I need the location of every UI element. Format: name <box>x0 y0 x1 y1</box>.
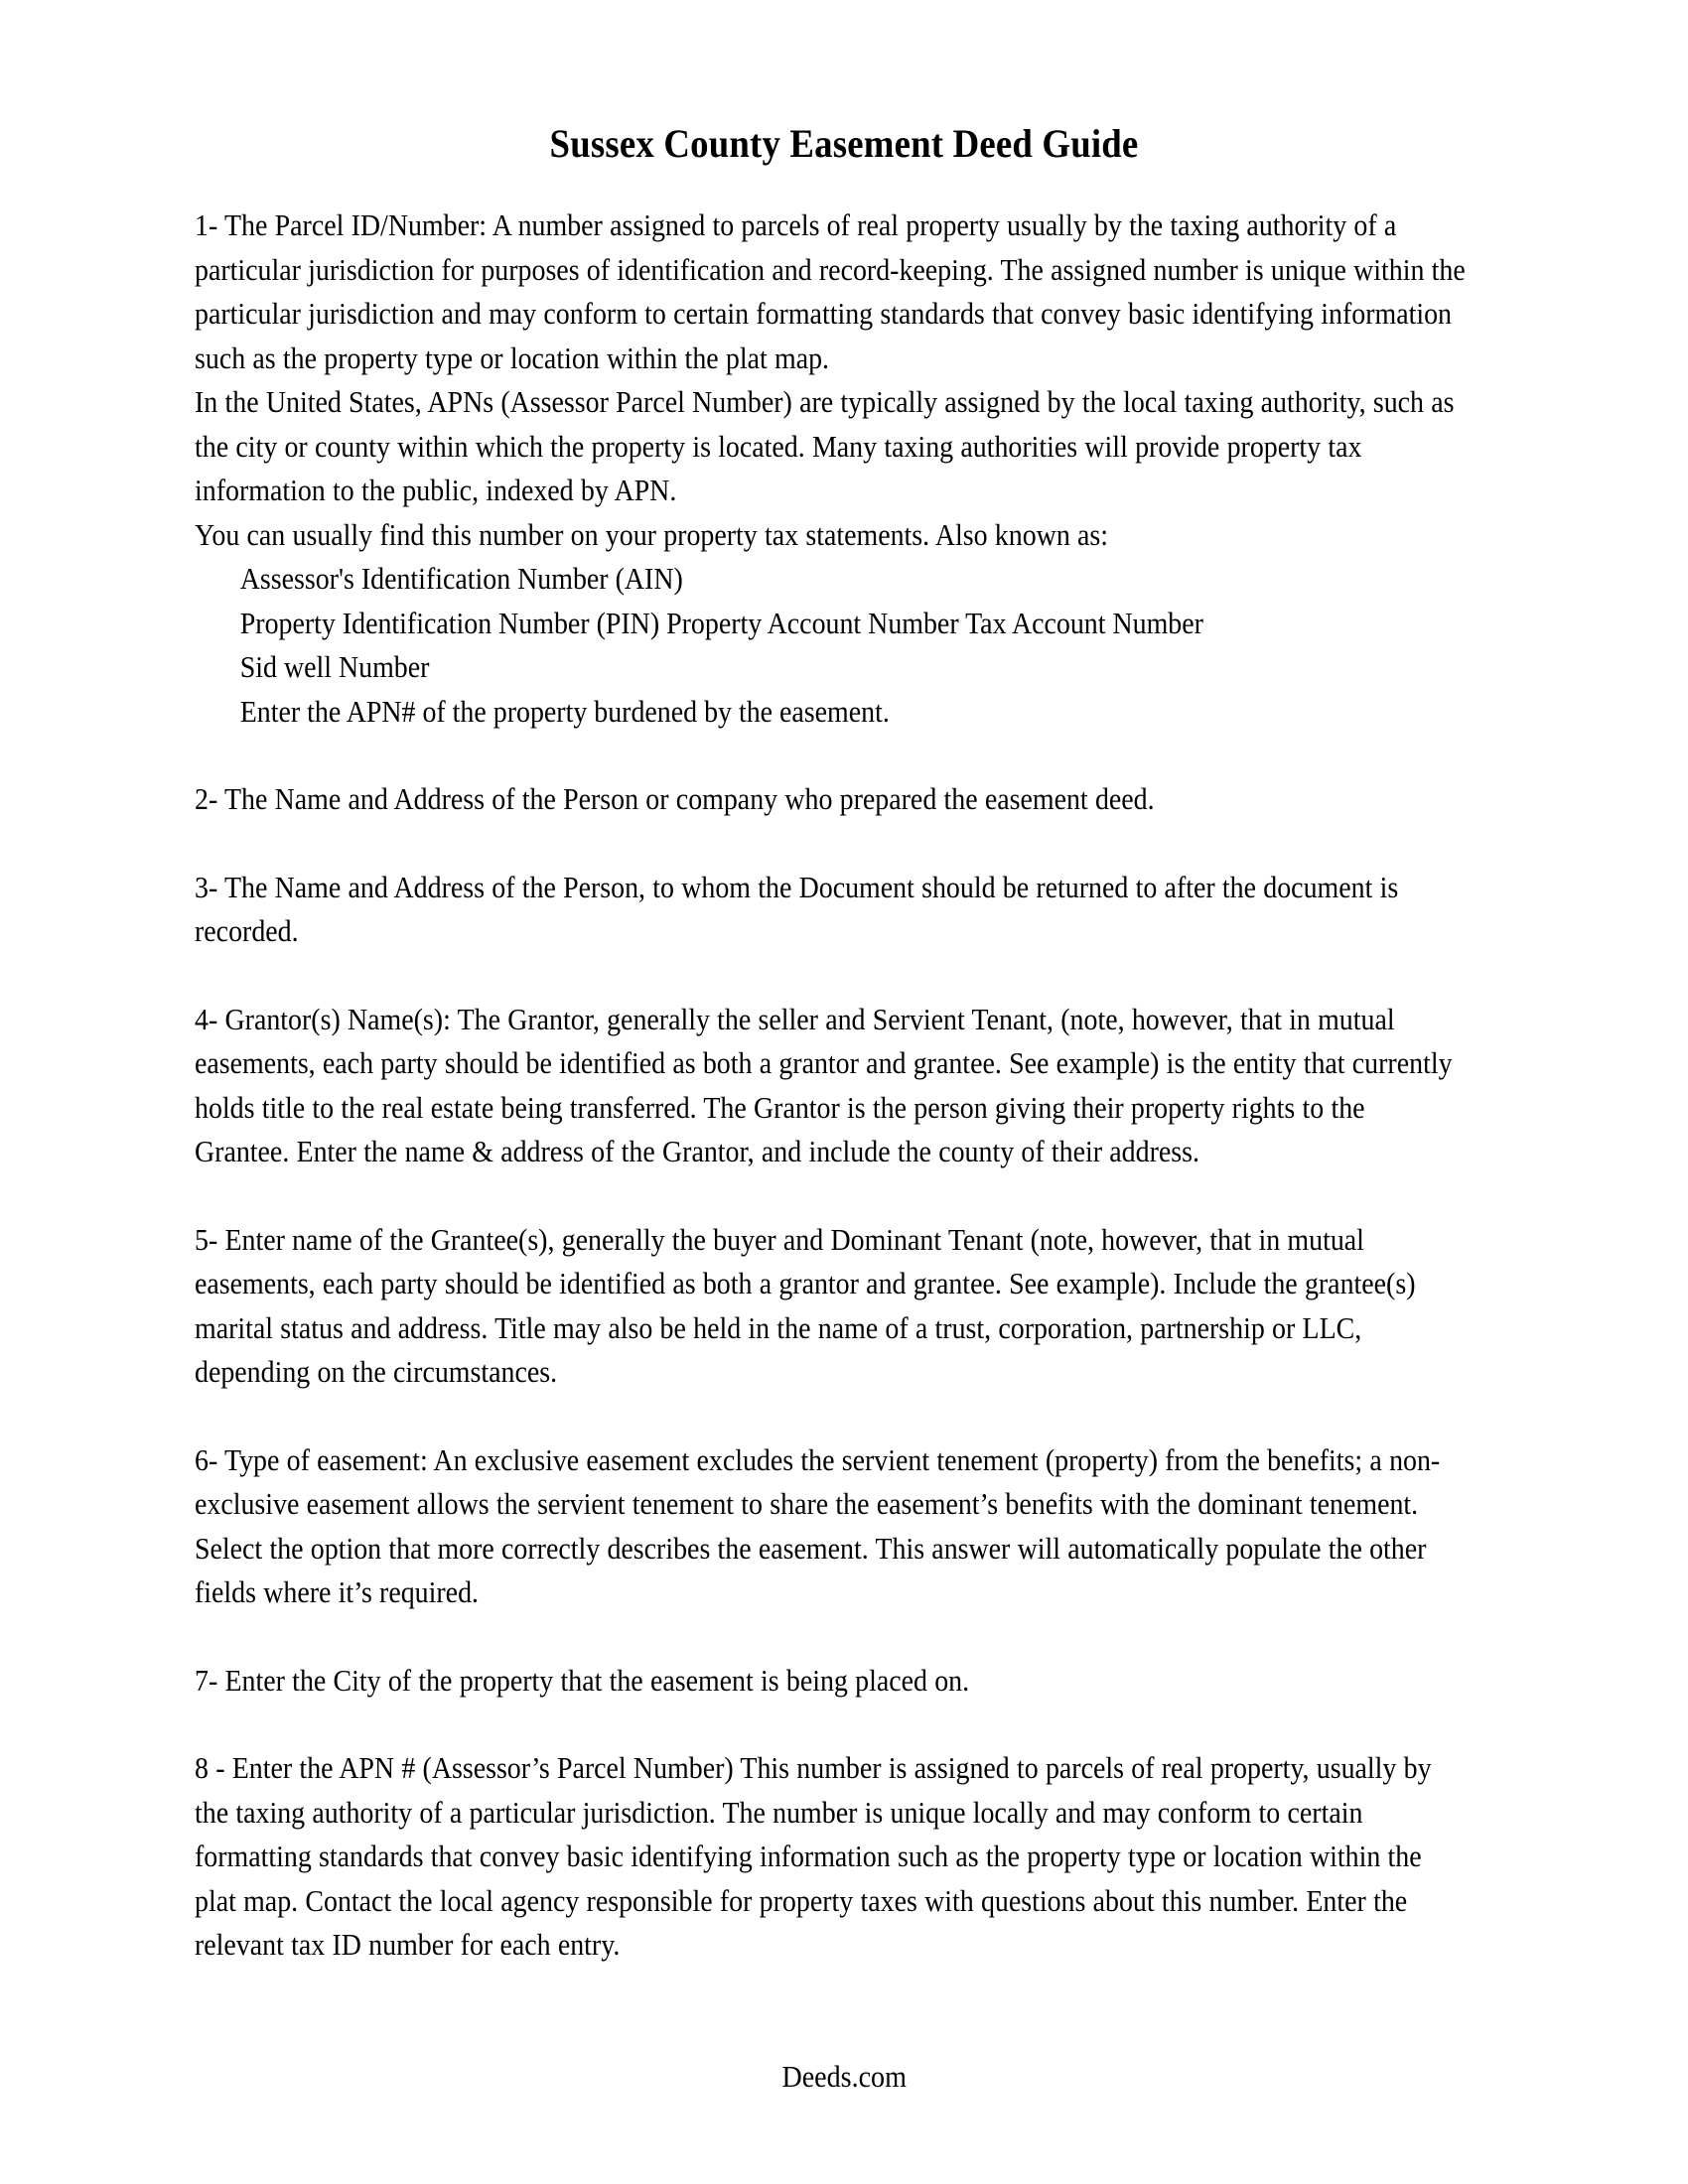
guide-item-1-paragraph-b: In the United States, APNs (Assessor Parcel Number) are typically assigned by the local taxing authority, such as the city or county within which the property is located. Many taxing authorities will provide property tax information to the public, indexed by APN. <box>195 385 1455 507</box>
guide-item-8: 8 - Enter the APN # (Assessor’s Parcel Number) This number is assigned to parcels of real property, usually by the taxing authority of a particular jurisdiction. The number is unique locally and may conform to certain formatting standards that convey basic identifying information such as the property type or location within the plat map. Contact the local agency responsible for property taxes with questions about this number. Enter the relevant tax ID number for each entry. <box>195 1751 1432 1962</box>
paragraph-spacer <box>195 1615 1466 1659</box>
guide-item-6: 6- Type of easement: An exclusive easement excludes the servient tenement (property) from the benefits; a non-exclusive easement allows the servient tenement to share the easement’s benefits with the dominant tenement. Select the option that more correctly describes the easement. This answer will automatically populate the other fields where it’s required. <box>195 1442 1441 1609</box>
guide-item-5: 5- Enter name of the Grantee(s), generally the buyer and Dominant Tenant (note, however, that in mutual easements, each party should be identified as both a grantor and grantee. See example). Include the grantee(s) marital status and address. Title may also be held in the name of a trust, corporation, partnership or LLC, depending on the circumstances. <box>195 1222 1416 1389</box>
guide-item-1-paragraph-c: You can usually find this number on your property tax statements. Also known as: <box>195 517 1109 552</box>
guide-item-1-paragraph-a: 1- The Parcel ID/Number: A number assigned to parcels of real property usually by the taxing authority of a particular jurisdiction for purposes of identification and record-keeping. The assigned number is unique within the particular jurisdiction and may conform to certain formatting standards that convey basic identifying information such as the property type or location within the plat map. <box>195 208 1466 375</box>
document-body <box>195 204 1466 1968</box>
list-item: Enter the APN# of the property burdened by the easement. <box>239 694 890 729</box>
paragraph-spacer <box>195 734 1466 777</box>
guide-item-4: 4- Grantor(s) Name(s): The Grantor, generally the seller and Servient Tenant, (note, however, that in mutual easements, each party should be identified as both a grantor and grantee. See example) is the entity that currently holds title to the real estate being transferred. The Grantor is the person giving their property rights to the Grantee. Enter the name & address of the Grantor, and include the county of their address. <box>195 1002 1453 1168</box>
list-item: Assessor's Identification Number (AIN) <box>239 562 683 596</box>
paragraph-spacer <box>195 1395 1466 1438</box>
paragraph-spacer <box>195 954 1466 998</box>
apn-alias-list <box>195 557 1466 734</box>
paragraph-spacer <box>195 822 1466 866</box>
page-title: Sussex County Easement Deed Guide <box>549 120 1139 166</box>
guide-item-2: 2- The Name and Address of the Person or company who prepared the easement deed. <box>195 782 1155 816</box>
paragraph-spacer <box>195 1703 1466 1746</box>
list-item: Sid well Number <box>239 650 430 684</box>
paragraph-spacer <box>195 1174 1466 1218</box>
page-footer <box>0 2057 1688 2097</box>
guide-item-7: 7- Enter the City of the property that the easement is being placed on. <box>195 1663 970 1698</box>
guide-item-3: 3- The Name and Address of the Person, to whom the Document should be returned to after the document is recorded. <box>195 870 1399 948</box>
footer-brand: Deeds.com <box>781 2060 907 2094</box>
list-item: Property Identification Number (PIN) Property Account Number Tax Account Number <box>239 606 1203 640</box>
